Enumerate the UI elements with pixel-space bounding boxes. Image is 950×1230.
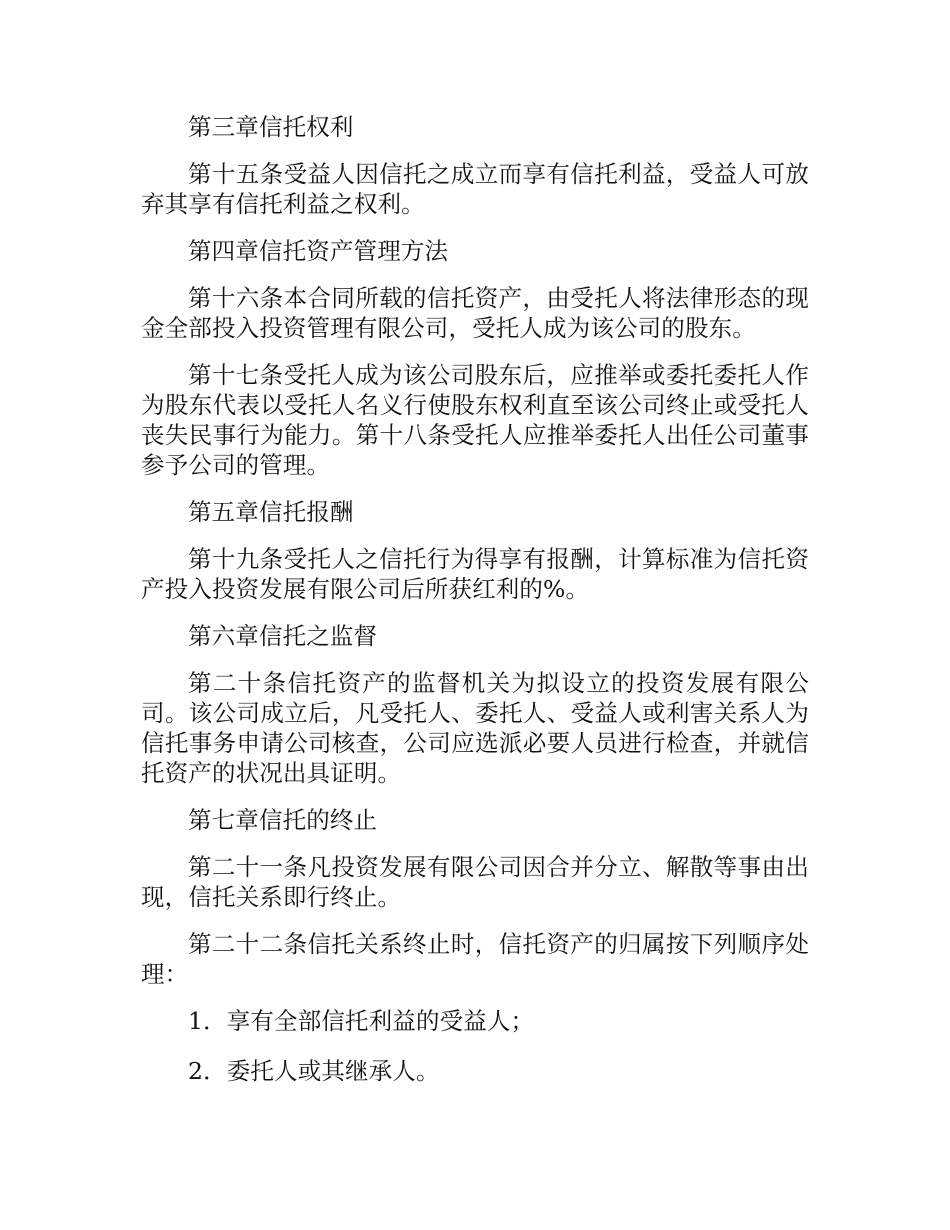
list-item-2: 2．委托人或其继承人。 xyxy=(188,1057,440,1085)
chapter-3-heading: 第三章信托权利 xyxy=(188,113,354,141)
article-19: 第十九条受托人之信托行为得享有报酬，计算标准为信托资产投入投资发展有限公司后所获红利的%。 xyxy=(141,545,809,603)
article-21: 第二十一条凡投资发展有限公司因合并分立、解散等事由出现，信托关系即行终止。 xyxy=(141,853,809,911)
article-22: 第二十二条信托关系终止时，信托资产的归属按下列顺序处理： xyxy=(141,930,809,988)
document-page xyxy=(141,112,809,1106)
list-item-1: 1．享有全部信托利益的受益人； xyxy=(188,1007,535,1035)
chapter-5-heading: 第五章信托报酬 xyxy=(188,498,354,526)
chapter-7-heading: 第七章信托的终止 xyxy=(188,806,378,834)
article-15: 第十五条受益人因信托之成立而享有信托利益，受益人可放弃其享有信托利益之权利。 xyxy=(141,160,809,218)
chapter-4-heading: 第四章信托资产管理方法 xyxy=(188,237,449,265)
article-16: 第十六条本合同所载的信托资产，由受托人将法律形态的现金全部投入投资管理有限公司，受托人成为该公司的股东。 xyxy=(141,284,809,342)
chapter-6-heading: 第六章信托之监督 xyxy=(188,622,378,650)
article-20: 第二十条信托资产的监督机关为拟设立的投资发展有限公司。该公司成立后，凡受托人、委托人、受益人或利害关系人为信托事务申请公司核查，公司应选派必要人员进行检查，并就信托资产的状况出具证明。 xyxy=(141,669,809,787)
article-17-18: 第十七条受托人成为该公司股东后，应推举或委托委托人作为股东代表以受托人名义行使股东权利直至该公司终止或受托人丧失民事行为能力。第十八条受托人应推举委托人出任公司董事参予公司的管理。 xyxy=(141,361,809,479)
